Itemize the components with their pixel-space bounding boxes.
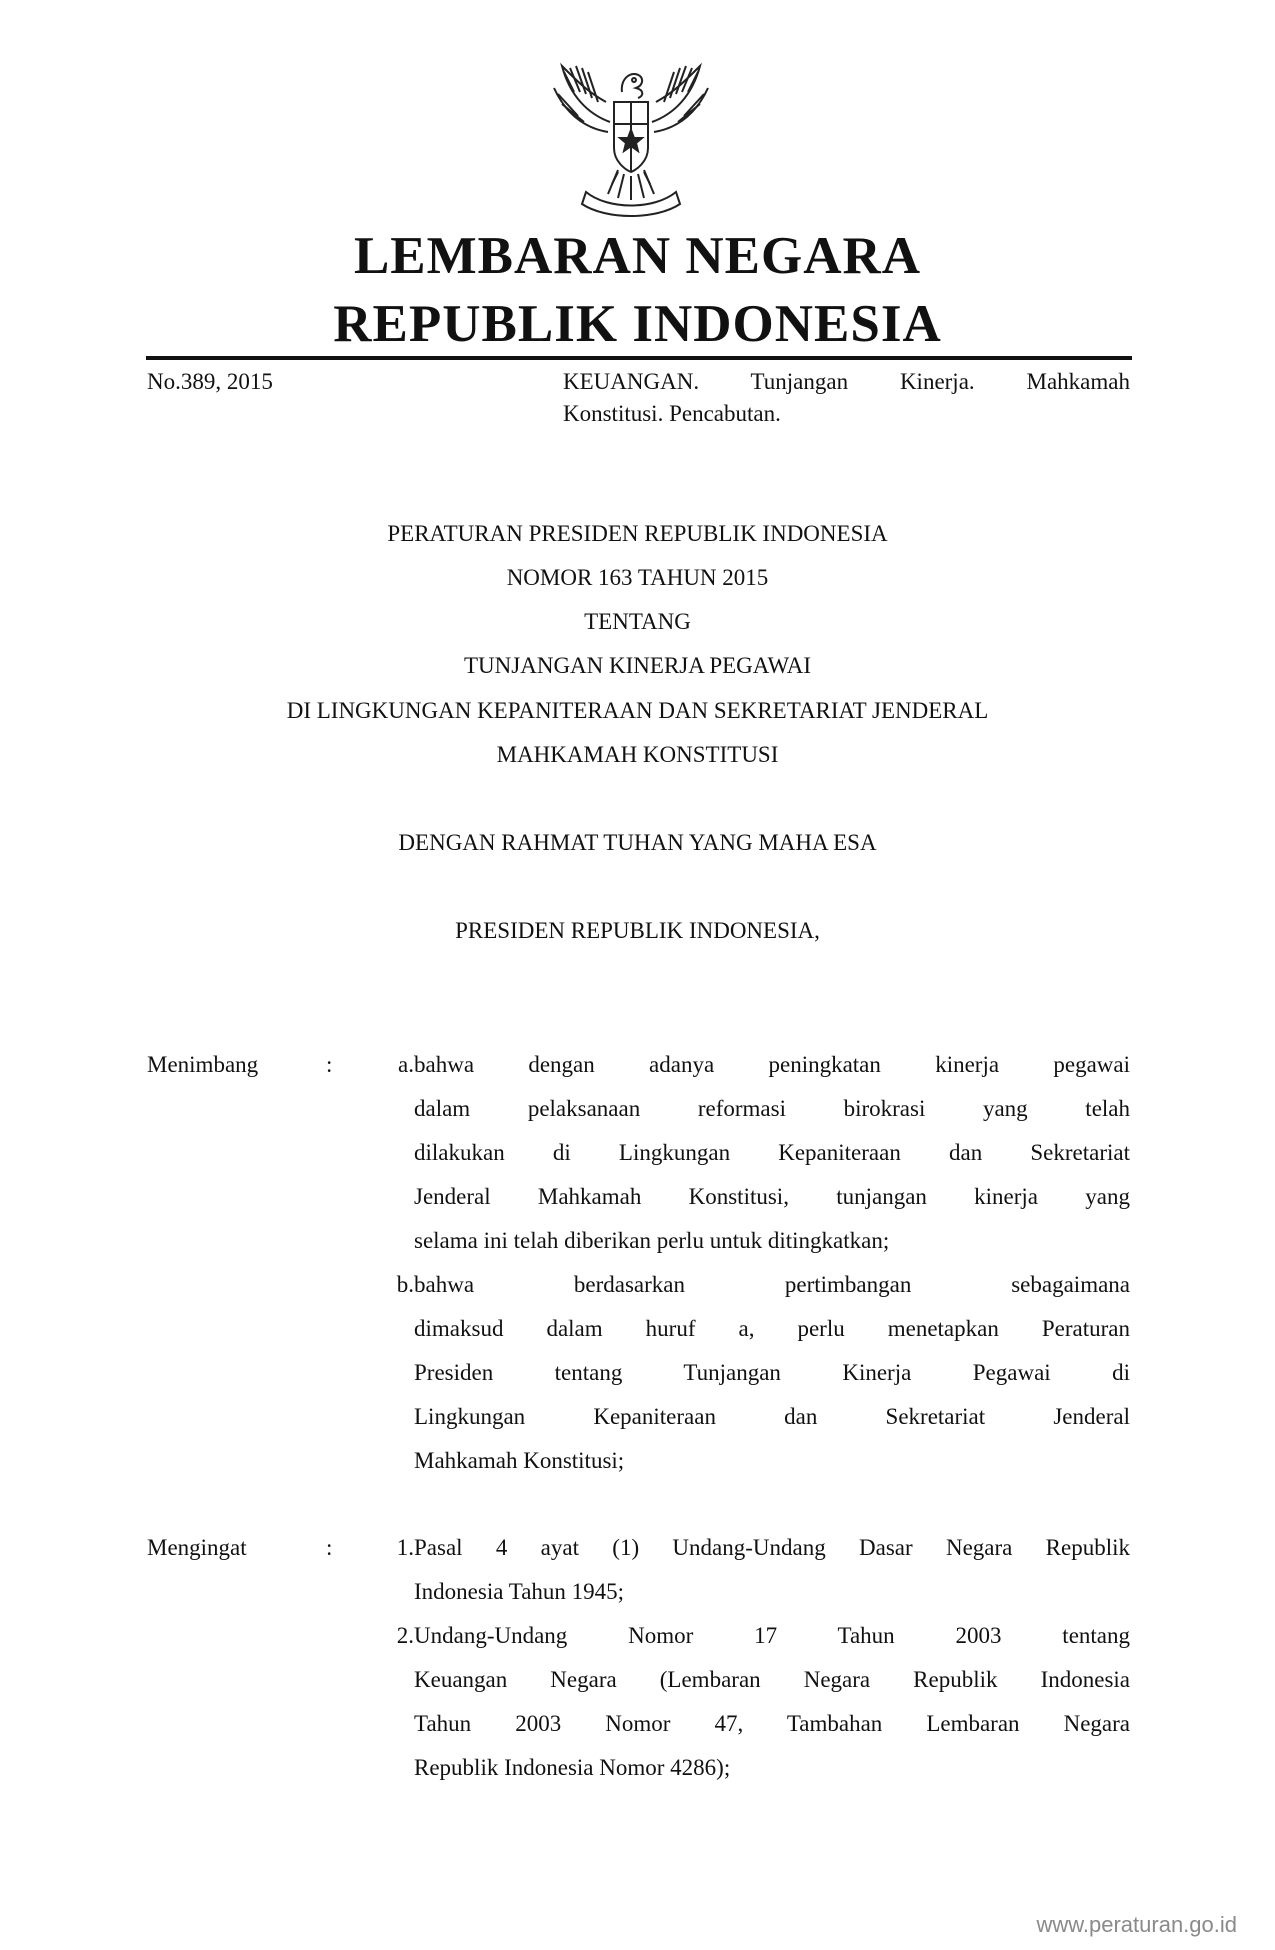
item-marker: a. <box>398 1052 414 1077</box>
menimbang-colon: : <box>326 1052 333 1077</box>
clause-line: Keuangan Negara (Lembaran Negara Republik Indonesia <box>414 1667 1130 1692</box>
footer-url: www.peraturan.go.id <box>1036 1912 1237 1937</box>
gazette-title-line1: LEMBARAN NEGARA <box>353 227 922 285</box>
clause-line: dimaksud dalam huruf a, perlu menetapkan Peraturan <box>414 1316 1130 1341</box>
item-marker: 1. <box>396 1535 414 1560</box>
gazette-subject-line: Konstitusi. Pencabutan. <box>563 401 781 426</box>
item-marker: b. <box>396 1272 414 1297</box>
regulation-heading-line: PERATURAN PRESIDEN REPUBLIK INDONESIA <box>387 521 888 546</box>
regulation-heading-line: MAHKAMAH KONSTITUSI <box>496 742 779 767</box>
clause-line: Undang-Undang Nomor 17 Tahun 2003 tentang <box>414 1623 1130 1648</box>
clause-line: bahwa dengan adanya peningkatan kinerja pegawai <box>414 1052 1130 1077</box>
regulation-heading-line: NOMOR 163 TAHUN 2015 <box>506 565 769 590</box>
clause-line: Pasal 4 ayat (1) Undang-Undang Dasar Negara Republik <box>414 1535 1130 1560</box>
gazette-number: No.389, 2015 <box>147 369 273 394</box>
regulation-heading-line: TENTANG <box>584 609 691 634</box>
clause-line: Presiden tentang Tunjangan Kinerja Pegawai di <box>414 1360 1130 1385</box>
clause-line: Mahkamah Konstitusi; <box>414 1448 625 1473</box>
clause-line: dilakukan di Lingkungan Kepaniteraan dan Sekretariat <box>414 1140 1130 1165</box>
clause-line: dalam pelaksanaan reformasi birokrasi yang telah <box>414 1096 1130 1121</box>
garuda-emblem-icon <box>548 52 714 220</box>
clause-line: Tahun 2003 Nomor 47, Tambahan Lembaran Negara <box>414 1711 1130 1736</box>
gazette-title-line2: REPUBLIK INDONESIA <box>333 295 942 353</box>
president-title: PRESIDEN REPUBLIK INDONESIA, <box>455 918 820 943</box>
title-divider <box>146 356 1132 360</box>
clause-line: Indonesia Tahun 1945; <box>414 1579 625 1604</box>
clause-line: Lingkungan Kepaniteraan dan Sekretariat Jenderal <box>414 1404 1130 1429</box>
regulation-heading-line: DI LINGKUNGAN KEPANITERAAN DAN SEKRETARIAT JENDERAL <box>286 698 989 723</box>
clause-line: selama ini telah diberikan perlu untuk ditingkatkan; <box>414 1228 890 1253</box>
clause-line: Republik Indonesia Nomor 4286); <box>414 1755 731 1780</box>
item-marker: 2. <box>396 1623 414 1648</box>
gazette-subject <box>563 366 1130 430</box>
mengingat-colon: : <box>326 1535 333 1560</box>
invocation: DENGAN RAHMAT TUHAN YANG MAHA ESA <box>398 830 877 855</box>
regulation-heading-line: TUNJANGAN KINERJA PEGAWAI <box>464 653 811 678</box>
clause-line: bahwa berdasarkan pertimbangan sebagaimana <box>414 1272 1130 1297</box>
gazette-subject-line: KEUANGAN. Tunjangan Kinerja. Mahkamah <box>563 369 1130 394</box>
menimbang-label: Menimbang <box>147 1052 259 1077</box>
clause-line: Jenderal Mahkamah Konstitusi, tunjangan kinerja yang <box>414 1184 1130 1209</box>
mengingat-label: Mengingat <box>147 1535 247 1560</box>
